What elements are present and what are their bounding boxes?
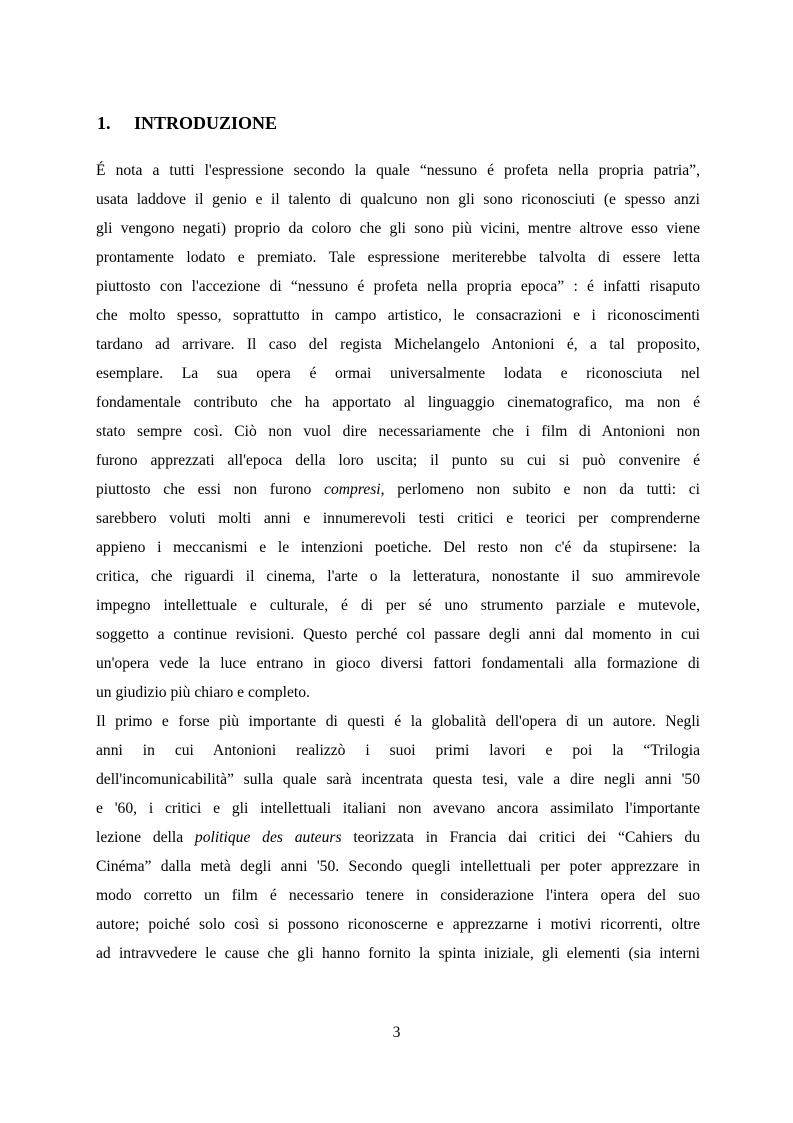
text-segment: usata laddove il genio e il talento di qualcuno non gli sono riconosciuti (e spesso anzi: [96, 191, 700, 208]
text-line: [96, 736, 700, 765]
text-line: [96, 272, 700, 301]
text-segment: teorizzata in Francia dai critici dei “Cahiers du: [341, 829, 700, 846]
text-line: [96, 533, 700, 562]
text-segment: critica, che riguardi il cinema, l'arte o la letteratura, nonostante il suo ammirevole: [96, 568, 700, 585]
text-segment: che molto spesso, soprattutto in campo artistico, le consacrazioni e i riconoscimenti: [96, 307, 700, 324]
text-segment: piuttosto che essi non furono: [96, 481, 325, 498]
text-line: [96, 678, 700, 707]
section-title: INTRODUZIONE: [134, 113, 278, 133]
text-segment: impegno intellettuale e culturale, é di per sé uno strumento parziale e mutevole,: [96, 597, 700, 614]
text-segment: gli vengono negati) proprio da coloro che gli sono più vicini, mentre altrove esso viene: [96, 220, 700, 237]
text-segment: Il primo e forse più importante di questi é la globalità dell'opera di un autore. Negli: [96, 713, 700, 730]
italic-text: politique des auteurs: [194, 829, 342, 846]
text-line: [96, 446, 700, 475]
text-segment: appieno i meccanismi e le intenzioni poetiche. Del resto non c'é da stupirsene: la: [96, 539, 700, 556]
text-segment: soggetto a continue revisioni. Questo perché col passare degli anni dal momento in cui: [96, 626, 700, 643]
section-heading: [97, 110, 277, 136]
text-segment: un giudizio più chiaro e completo.: [96, 684, 310, 701]
text-segment: sarebbero voluti molti anni e innumerevoli testi critici e teorici per comprenderne: [96, 510, 700, 527]
text-segment: e '60, i critici e gli intellettuali italiani non avevano ancora assimilato l'importante: [96, 800, 700, 817]
text-line: [96, 388, 700, 417]
text-line: [96, 852, 700, 881]
text-segment: , perlomeno non subito e non da tutti: ci: [380, 481, 700, 498]
text-line: [96, 591, 700, 620]
text-segment: Cinéma” dalla metà degli anni '50. Secondo quegli intellettuali per poter apprezzare in: [96, 858, 700, 875]
text-segment: lezione della: [96, 829, 195, 846]
section-number: 1.: [97, 113, 111, 133]
text-segment: anni in cui Antonioni realizzò i suoi primi lavori e poi la “Trilogia: [96, 742, 700, 759]
text-line: [96, 939, 700, 968]
text-segment: piuttosto con l'accezione di “nessuno é profeta nella propria epoca” : é infatti risaputo: [96, 278, 700, 295]
text-line: [96, 823, 700, 852]
text-line: [96, 214, 700, 243]
text-segment: un'opera vede la luce entrano in gioco diversi fattori fondamentali alla formazione di: [96, 655, 700, 672]
text-segment: esemplare. La sua opera é ormai universalmente lodata e riconosciuta nel: [96, 365, 700, 382]
text-segment: ad intravvedere le cause che gli hanno fornito la spinta iniziale, gli elementi (sia interni: [96, 945, 700, 962]
text-line: [96, 910, 700, 939]
text-segment: stato sempre così. Ciò non vuol dire necessariamente che i film di Antonioni non: [96, 423, 700, 440]
text-segment: furono apprezzati all'epoca della loro uscita; il punto su cui si può convenire é: [96, 452, 700, 469]
text-line: [96, 243, 700, 272]
text-line: [96, 707, 700, 736]
text-line: [96, 417, 700, 446]
italic-text: compresi: [324, 481, 381, 498]
text-line: [96, 156, 700, 185]
text-line: [96, 301, 700, 330]
text-line: [96, 649, 700, 678]
text-line: [96, 881, 700, 910]
text-line: [96, 620, 700, 649]
text-segment: autore; poiché solo così si possono riconoscerne e apprezzarne i motivi ricorrenti, oltre: [96, 916, 700, 933]
text-segment: tardano ad arrivare. Il caso del regista Michelangelo Antonioni é, a tal proposito,: [96, 336, 700, 353]
text-segment: fondamentale contributo che ha apportato al linguaggio cinematografico, ma non é: [96, 394, 700, 411]
text-line: [96, 359, 700, 388]
text-line: [96, 330, 700, 359]
text-segment: prontamente lodato e premiato. Tale espressione meriterebbe talvolta di essere letta: [96, 249, 700, 266]
text-line: [96, 794, 700, 823]
text-line: [96, 504, 700, 533]
text-line: [96, 765, 700, 794]
text-line: [96, 475, 700, 504]
text-segment: dell'incomunicabilità” sulla quale sarà incentrata questa tesi, vale a dire negli anni '50: [96, 771, 700, 788]
body-text: [96, 156, 700, 968]
page-number: 3: [392, 1024, 401, 1041]
text-segment: É nota a tutti l'espressione secondo la quale “nessuno é profeta nella propria patria”,: [96, 162, 700, 179]
text-segment: modo corretto un film é necessario tenere in considerazione l'intera opera del suo: [96, 887, 700, 904]
text-line: [96, 185, 700, 214]
text-line: [96, 562, 700, 591]
